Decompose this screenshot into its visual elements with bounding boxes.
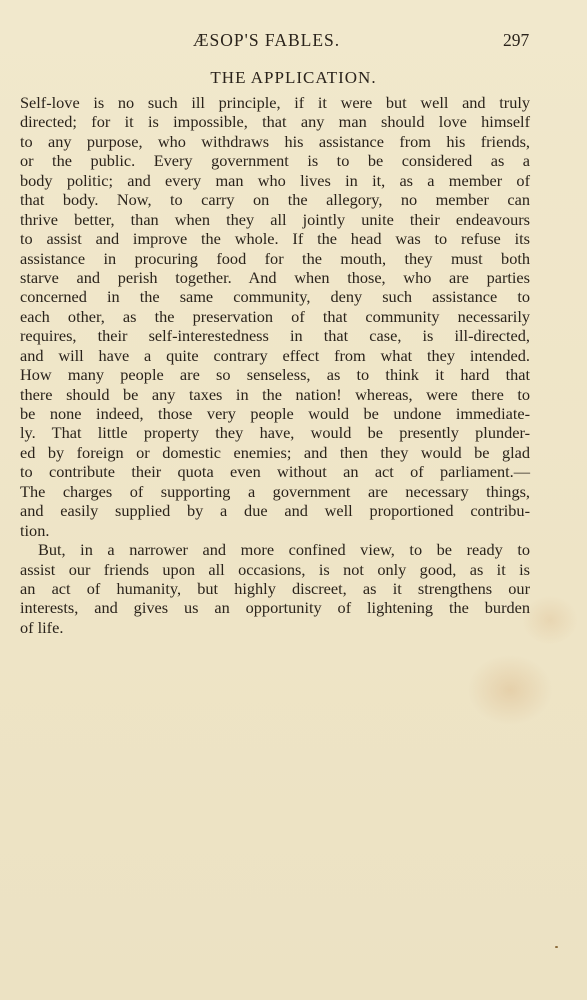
ink-spot bbox=[555, 946, 558, 948]
text-line: body politic; and every man who lives in it, as a member of bbox=[20, 170, 530, 190]
text-line: of life. bbox=[20, 617, 64, 637]
text-line: or the public. Every government is to be considered as a bbox=[20, 151, 530, 171]
paragraph-2 bbox=[20, 540, 530, 637]
text-line: directed; for it is impossible, that any man should love himself bbox=[20, 112, 530, 132]
text-line: interests, and gives us an opportunity of lightening the burden bbox=[20, 598, 530, 618]
running-head bbox=[0, 30, 587, 52]
text-line: assist our friends upon all occasions, is not only good, as it is bbox=[20, 559, 530, 579]
text-line: tion. bbox=[20, 520, 50, 540]
text-line: there should be any taxes in the nation! whereas, were there to bbox=[20, 384, 530, 404]
text-line: Self-love is no such ill principle, if it were but well and truly bbox=[20, 93, 530, 112]
text-line: But, in a narrower and more confined view, to be ready to bbox=[38, 540, 530, 560]
text-line: requires, their self-interestedness in that case, is ill-directed, bbox=[20, 326, 530, 346]
paragraph-1 bbox=[20, 93, 530, 540]
page-number: 297 bbox=[503, 30, 530, 50]
running-title: ÆSOP'S FABLES. bbox=[193, 30, 341, 50]
text-line: The charges of supporting a government are necessary things, bbox=[20, 481, 530, 501]
text-line: be none indeed, those very people would be undone immediate- bbox=[20, 404, 530, 423]
text-line: to any purpose, who withdraws his assistance from his friends, bbox=[20, 131, 530, 151]
text-line: ed by foreign or domestic enemies; and then they would be glad bbox=[20, 442, 530, 462]
text-line: How many people are so senseless, as to think it hard that bbox=[20, 365, 530, 385]
text-line: thrive better, than when they all jointly unite their endeavours bbox=[20, 209, 530, 229]
text-line: and easily supplied by a due and well proportioned contribu- bbox=[20, 501, 530, 521]
text-line: ly. That little property they have, would be presently plunder- bbox=[20, 423, 530, 443]
text-line: each other, as the preservation of that community necessarily bbox=[20, 306, 530, 326]
text-line: starve and perish together. And when those, who are parties bbox=[20, 267, 530, 287]
text-line: assistance in procuring food for the mouth, they must both bbox=[20, 248, 530, 268]
body-text bbox=[20, 93, 530, 637]
section-title: THE APPLICATION. bbox=[210, 68, 377, 87]
text-line: to contribute their quota even without an act of parliament.— bbox=[20, 462, 530, 482]
text-line: concerned in the same community, deny such assistance to bbox=[20, 287, 530, 307]
text-line: that body. Now, to carry on the allegory, no member can bbox=[20, 190, 530, 210]
text-line: an act of humanity, but highly discreet, as it strengthens our bbox=[20, 578, 530, 598]
text-line: and will have a quite contrary effect from what they intended. bbox=[20, 345, 530, 365]
text-line: to assist and improve the whole. If the head was to refuse its bbox=[20, 229, 530, 249]
